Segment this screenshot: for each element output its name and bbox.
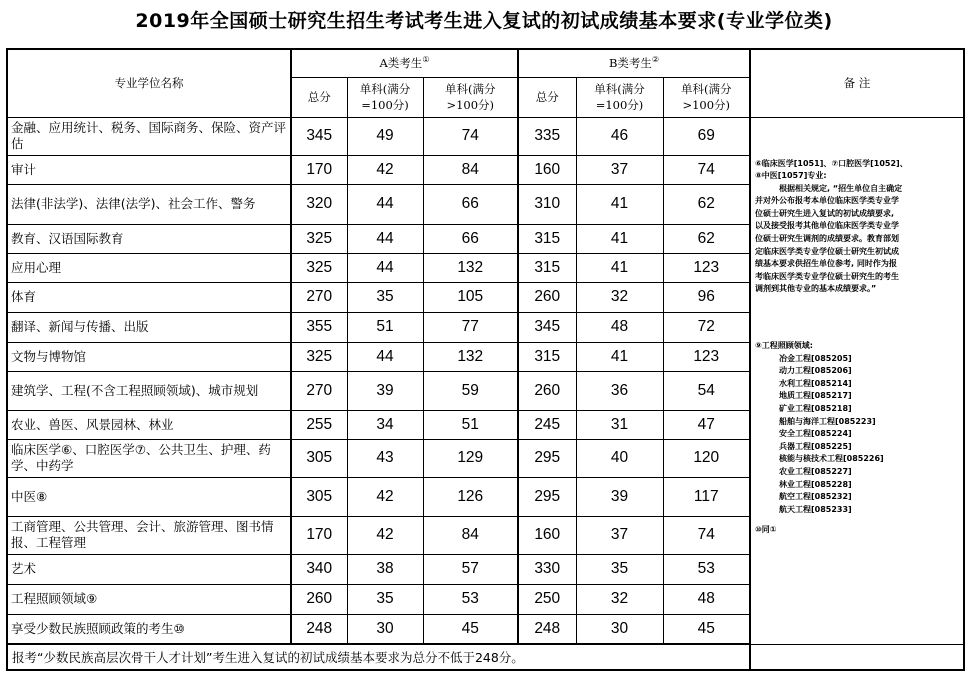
score-cell-a-single-100: 44 — [347, 253, 423, 282]
remark-medicine-line: 绩基本要求供招生单位参考, 同时作为报 — [755, 259, 897, 269]
score-cell-b-single-gt100: 123 — [663, 253, 750, 282]
header-group-a: A类考生① — [291, 49, 518, 77]
score-cell-a-total: 340 — [291, 554, 347, 584]
score-cell-a-single-gt100: 129 — [423, 439, 518, 477]
remark-engineering-item: 航空工程[085232] — [779, 492, 852, 502]
degree-name-cell: 体育 — [7, 282, 291, 312]
footer-row — [7, 644, 964, 670]
remark-medicine-line: 并对外公布报考本单位临床医学类专业学 — [755, 196, 899, 206]
score-cell-b-single-100: 41 — [576, 253, 663, 282]
header-a-single-gt100: 单科(满分 >100分) — [423, 77, 518, 117]
score-cell-b-single-gt100: 96 — [663, 282, 750, 312]
score-cell-b-total: 260 — [518, 371, 576, 410]
degree-name-cell: 金融、应用统计、税务、国际商务、保险、资产评估 — [7, 117, 291, 155]
score-cell-a-single-100: 35 — [347, 584, 423, 614]
score-cell-b-single-gt100: 69 — [663, 117, 750, 155]
remark-medicine-line: 位硕士研究生进入复试的初试成绩要求, — [755, 208, 895, 218]
score-cell-b-single-gt100: 54 — [663, 371, 750, 410]
degree-name-cell: 享受少数民族照顾政策的考生⑩ — [7, 614, 291, 644]
score-cell-a-single-100: 38 — [347, 554, 423, 584]
remark-engineering-item: 船舶与海洋工程[085223] — [779, 416, 876, 426]
score-cell-b-single-100: 46 — [576, 117, 663, 155]
degree-name-cell: 应用心理 — [7, 253, 291, 282]
score-cell-b-single-gt100: 47 — [663, 410, 750, 439]
score-cell-b-total: 295 — [518, 477, 576, 516]
score-cell-a-single-gt100: 126 — [423, 477, 518, 516]
score-cell-b-single-100: 35 — [576, 554, 663, 584]
degree-name-cell: 农业、兽医、风景园林、林业 — [7, 410, 291, 439]
remark-medicine-line: 位硕士研究生调剂的成绩要求。教育部划 — [755, 234, 899, 244]
score-cell-a-total: 248 — [291, 614, 347, 644]
header-row-1 — [7, 49, 964, 77]
score-cell-b-single-100: 48 — [576, 312, 663, 342]
score-cell-b-single-gt100: 62 — [663, 184, 750, 224]
footer-note: 报考“少数民族高层次骨干人才计划”考生进入复试的初试成绩基本要求为总分不低于248分。 — [7, 644, 750, 670]
score-cell-b-single-gt100: 45 — [663, 614, 750, 644]
remark-medicine-line: 调剂到其他专业的基本成绩要求。” — [755, 284, 877, 294]
score-cell-a-single-100: 42 — [347, 516, 423, 554]
remark-engineering-item: 动力工程[085206] — [779, 366, 852, 376]
score-cell-b-single-gt100: 74 — [663, 516, 750, 554]
score-cell-b-total: 315 — [518, 342, 576, 371]
score-cell-a-total: 270 — [291, 282, 347, 312]
score-cell-b-single-gt100: 48 — [663, 584, 750, 614]
degree-name-cell: 工商管理、公共管理、会计、旅游管理、图书情报、工程管理 — [7, 516, 291, 554]
score-cell-a-total: 325 — [291, 342, 347, 371]
score-cell-a-total: 255 — [291, 410, 347, 439]
remark-engineering-item: 矿业工程[085218] — [779, 404, 852, 413]
score-cell-a-single-100: 34 — [347, 410, 423, 439]
score-cell-a-single-gt100: 53 — [423, 584, 518, 614]
score-cell-b-single-100: 41 — [576, 342, 663, 371]
score-cell-b-total: 245 — [518, 410, 576, 439]
score-cell-a-total: 270 — [291, 371, 347, 410]
remarks-cell — [750, 117, 964, 644]
score-cell-a-total: 305 — [291, 477, 347, 516]
score-cell-b-single-100: 37 — [576, 516, 663, 554]
score-cell-a-total: 355 — [291, 312, 347, 342]
score-cell-b-single-100: 31 — [576, 410, 663, 439]
score-cell-b-single-gt100: 120 — [663, 439, 750, 477]
remark-minority: ⑩同① — [755, 525, 777, 535]
score-cell-b-total: 315 — [518, 253, 576, 282]
remark-medicine-head: ⑥临床医学[1051]、⑦口腔医学[1052]、 — [755, 158, 908, 168]
score-cell-b-total: 315 — [518, 224, 576, 253]
score-cell-a-single-gt100: 59 — [423, 371, 518, 410]
header-b-total: 总分 — [518, 77, 576, 117]
header-group-b: B类考生② — [518, 49, 750, 77]
score-cell-b-total: 310 — [518, 184, 576, 224]
remark-medicine-line: 考临床医学类专业学位硕士研究生的考生 — [755, 271, 899, 281]
score-cell-b-total: 330 — [518, 554, 576, 584]
score-cell-b-total: 160 — [518, 516, 576, 554]
header-a-total: 总分 — [291, 77, 347, 117]
score-cell-b-single-100: 32 — [576, 282, 663, 312]
remark-engineering-item: 冶金工程[085205] — [779, 353, 852, 363]
degree-name-cell: 审计 — [7, 155, 291, 184]
remark-engineering-item: 水利工程[085214] — [779, 378, 852, 388]
score-cell-a-single-gt100: 45 — [423, 614, 518, 644]
remark-engineering-item: 地质工程[085217] — [779, 391, 852, 401]
remark-engineering-item: 兵器工程[085225] — [779, 441, 852, 451]
score-cell-b-single-100: 41 — [576, 184, 663, 224]
remark-medicine-line: 定临床医学类专业学位硕士研究生初试成 — [755, 246, 899, 256]
score-cell-b-single-gt100: 62 — [663, 224, 750, 253]
degree-name-cell: 建筑学、工程(不含工程照顾领域)、城市规划 — [7, 371, 291, 410]
score-cell-a-single-gt100: 66 — [423, 224, 518, 253]
table-row — [7, 117, 964, 155]
score-cell-a-single-gt100: 57 — [423, 554, 518, 584]
score-cell-a-single-100: 44 — [347, 342, 423, 371]
degree-name-cell: 翻译、新闻与传播、出版 — [7, 312, 291, 342]
remark-engineering-head: ⑨工程照顾领域: — [755, 341, 813, 351]
score-requirements-table — [6, 48, 965, 671]
header-notes: 备 注 — [750, 49, 964, 117]
score-cell-b-single-100: 30 — [576, 614, 663, 644]
score-cell-b-total: 160 — [518, 155, 576, 184]
score-cell-a-single-100: 42 — [347, 155, 423, 184]
score-cell-a-single-100: 30 — [347, 614, 423, 644]
score-cell-b-single-100: 36 — [576, 371, 663, 410]
score-cell-b-single-100: 39 — [576, 477, 663, 516]
remark-medicine-line: 根据相关规定, “招生单位自主确定 — [779, 183, 903, 193]
remark-medicine-line: 以及接受报考其他单位临床医学类专业学 — [755, 221, 899, 231]
score-cell-a-single-gt100: 77 — [423, 312, 518, 342]
remark-engineering-item: 安全工程[085224] — [779, 429, 852, 439]
score-cell-b-total: 345 — [518, 312, 576, 342]
degree-name-cell: 教育、汉语国际教育 — [7, 224, 291, 253]
remark-engineering-item: 核能与核技术工程[085226] — [779, 454, 884, 464]
score-cell-b-single-100: 37 — [576, 155, 663, 184]
remark-engineering-item: 林业工程[085228] — [779, 479, 852, 489]
page-title: 2019年全国硕士研究生招生考试考生进入复试的初试成绩基本要求(专业学位类) — [135, 10, 833, 32]
score-cell-b-single-gt100: 123 — [663, 342, 750, 371]
degree-name-cell: 工程照顾领域⑨ — [7, 584, 291, 614]
score-cell-a-single-100: 35 — [347, 282, 423, 312]
score-cell-a-single-gt100: 132 — [423, 342, 518, 371]
footer-notes-spacer — [750, 644, 964, 670]
degree-name-cell: 中医⑧ — [7, 477, 291, 516]
score-cell-a-total: 170 — [291, 155, 347, 184]
score-cell-b-single-100: 32 — [576, 584, 663, 614]
score-cell-a-single-100: 44 — [347, 224, 423, 253]
header-a-single-100: 单科(满分 =100分) — [347, 77, 423, 117]
degree-name-cell: 文物与博物馆 — [7, 342, 291, 371]
score-cell-a-single-100: 51 — [347, 312, 423, 342]
score-cell-a-total: 345 — [291, 117, 347, 155]
score-cell-a-single-100: 39 — [347, 371, 423, 410]
header-b-single-100: 单科(满分 =100分) — [576, 77, 663, 117]
score-cell-a-single-100: 42 — [347, 477, 423, 516]
remark-engineering-item: 农业工程[085227] — [779, 466, 852, 476]
score-cell-a-total: 325 — [291, 224, 347, 253]
score-cell-b-total: 248 — [518, 614, 576, 644]
degree-name-cell: 法律(非法学)、法律(法学)、社会工作、警务 — [7, 184, 291, 224]
score-cell-b-single-100: 40 — [576, 439, 663, 477]
score-cell-a-total: 320 — [291, 184, 347, 224]
score-cell-a-single-gt100: 51 — [423, 410, 518, 439]
score-cell-b-single-gt100: 117 — [663, 477, 750, 516]
remark-engineering-item: 航天工程[085233] — [779, 504, 852, 514]
score-cell-a-single-gt100: 132 — [423, 253, 518, 282]
score-cell-a-total: 260 — [291, 584, 347, 614]
degree-name-cell: 临床医学⑥、口腔医学⑦、公共卫生、护理、药学、中药学 — [7, 439, 291, 477]
score-cell-b-total: 260 — [518, 282, 576, 312]
score-cell-b-total: 335 — [518, 117, 576, 155]
header-b-single-gt100: 单科(满分 >100分) — [663, 77, 750, 117]
score-cell-b-single-gt100: 72 — [663, 312, 750, 342]
score-cell-a-single-100: 43 — [347, 439, 423, 477]
score-cell-a-total: 325 — [291, 253, 347, 282]
header-name-col: 专业学位名称 — [7, 49, 291, 117]
score-cell-a-total: 170 — [291, 516, 347, 554]
score-cell-a-single-gt100: 84 — [423, 516, 518, 554]
score-cell-b-single-100: 41 — [576, 224, 663, 253]
score-cell-a-single-gt100: 84 — [423, 155, 518, 184]
score-cell-a-total: 305 — [291, 439, 347, 477]
score-cell-a-single-gt100: 66 — [423, 184, 518, 224]
score-cell-b-single-gt100: 53 — [663, 554, 750, 584]
score-cell-a-single-gt100: 74 — [423, 117, 518, 155]
score-cell-a-single-100: 44 — [347, 184, 423, 224]
score-cell-b-total: 295 — [518, 439, 576, 477]
score-cell-a-single-100: 49 — [347, 117, 423, 155]
degree-name-cell: 艺术 — [7, 554, 291, 584]
score-cell-b-total: 250 — [518, 584, 576, 614]
score-cell-a-single-gt100: 105 — [423, 282, 518, 312]
score-cell-b-single-gt100: 74 — [663, 155, 750, 184]
remark-medicine-head: ⑧中医[1057]专业: — [755, 171, 827, 181]
